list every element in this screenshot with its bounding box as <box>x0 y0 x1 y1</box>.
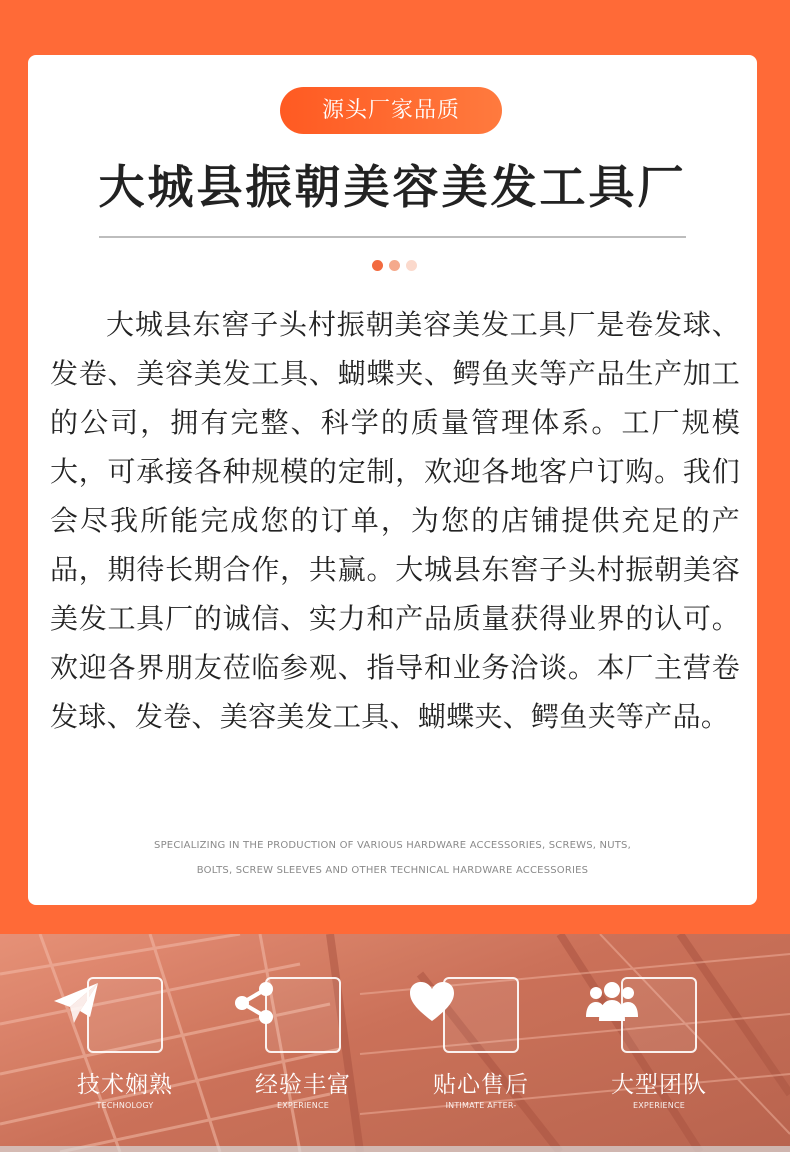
paper-plane-icon <box>50 977 102 1029</box>
dot-mid <box>389 260 400 271</box>
feature-subtitle: INTIMATE AFTER- <box>445 1101 517 1110</box>
dot-active <box>372 260 383 271</box>
feature-subtitle: EXPERIENCE <box>632 1101 685 1110</box>
feature-after-sales <box>406 977 556 1111</box>
feature-title: 技术娴熟 <box>77 1072 173 1098</box>
feature-icon-box <box>443 977 519 1053</box>
share-icon <box>228 977 280 1029</box>
feature-subtitle: EXPERIENCE <box>276 1101 329 1110</box>
quality-badge: 源头厂家品质 <box>280 87 502 134</box>
feature-icon-box <box>87 977 163 1053</box>
feature-team <box>584 977 734 1111</box>
heart-icon <box>406 977 458 1029</box>
company-description: 大城县东窖子头村振朝美容美发工具厂是卷发球、发卷、美容美发工具、蝴蝶夹、鳄鱼夹等产品生产加工的公司，拥有完整、科学的质量管理体系。工厂规模大，可承接各种规模的定制，欢迎各地客户订购。我们会尽我所能完成您的订单，为您的店铺提供充足的产品，期待长期合作，共赢。大城县东窖子头村振朝美容美发工具厂的诚信、实力和产品质量获得业界的认可。欢迎各界朋友莅临参观、指导和业务洽谈。本厂主营卷发球、发卷、美容美发工具、蝴蝶夹、鳄鱼夹等产品。 <box>50 308 740 733</box>
feature-experience <box>228 977 378 1111</box>
feature-technology <box>50 977 200 1111</box>
feature-subtitle: TECHNOLOGY <box>96 1101 154 1110</box>
dot-light <box>406 260 417 271</box>
title-divider <box>99 236 686 238</box>
english-tagline-1: SPECIALIZING IN THE PRODUCTION OF VARIOUS HARDWARE ACCESSORIES, SCREWS, NUTS, <box>154 840 631 851</box>
building-photo-banner <box>0 934 790 1152</box>
feature-title: 贴心售后 <box>433 1072 529 1098</box>
company-title: 大城县振朝美容美发工具厂 <box>98 160 687 214</box>
feature-title: 经验丰富 <box>255 1072 351 1098</box>
english-tagline-2: BOLTS, SCREW SLEEVES AND OTHER TECHNICAL HARDWARE ACCESSORIES <box>196 865 589 876</box>
feature-title: 大型团队 <box>611 1072 707 1098</box>
feature-icon-box <box>621 977 697 1053</box>
company-card <box>28 55 757 905</box>
team-icon <box>584 977 640 1029</box>
feature-icon-box <box>265 977 341 1053</box>
